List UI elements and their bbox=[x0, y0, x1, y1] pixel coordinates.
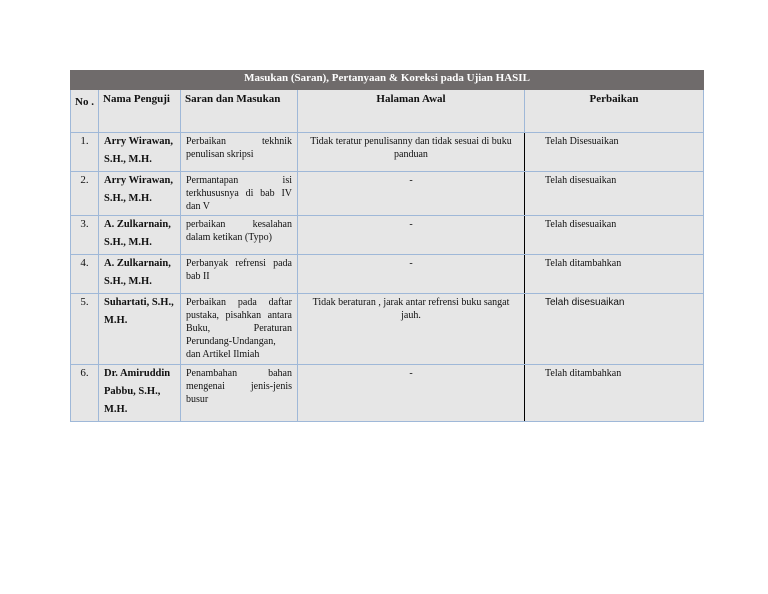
row-no: 6. bbox=[71, 365, 99, 422]
row-saran: Perbaikan tekhnik penulisan skripsi bbox=[181, 133, 298, 172]
row-perbaikan: Telah ditambahkan bbox=[525, 365, 704, 422]
row-no: 3. bbox=[71, 216, 99, 255]
row-perbaikan: Telah disesuaikan bbox=[525, 172, 704, 216]
row-awal: - bbox=[298, 216, 525, 255]
table-row bbox=[71, 216, 704, 255]
header-nama-penguji: Nama Penguji bbox=[99, 90, 181, 133]
table-row bbox=[71, 172, 704, 216]
row-saran: Perbaikan pada daftar pustaka, pisahkan antara Buku, Peraturan Perundang-Undangan, dan Artikel Ilmiah bbox=[181, 294, 298, 365]
row-nama: Arry Wirawan, S.H., M.H. bbox=[99, 133, 181, 172]
corrections-table bbox=[70, 70, 704, 422]
row-no: 4. bbox=[71, 255, 99, 294]
header-saran-masukan: Saran dan Masukan bbox=[181, 90, 298, 133]
row-nama: Dr. Amiruddin Pabbu, S.H., M.H. bbox=[99, 365, 181, 422]
row-awal: - bbox=[298, 255, 525, 294]
header-no: No . bbox=[71, 90, 99, 133]
row-saran: Penambahan bahan mengenai jenis-jenis busur bbox=[181, 365, 298, 422]
row-awal: Tidak beraturan , jarak antar refrensi buku sangat jauh. bbox=[298, 294, 525, 365]
row-saran: Permantapan isi terkhususnya di bab IV dan V bbox=[181, 172, 298, 216]
row-no: 1. bbox=[71, 133, 99, 172]
table-row bbox=[71, 294, 704, 365]
row-no: 2. bbox=[71, 172, 99, 216]
row-nama: Arry Wirawan, S.H., M.H. bbox=[99, 172, 181, 216]
row-awal: Tidak teratur penulisanny dan tidak sesuai di buku panduan bbox=[298, 133, 525, 172]
row-perbaikan: Telah ditambahkan bbox=[525, 255, 704, 294]
header-perbaikan: Perbaikan bbox=[525, 90, 704, 133]
row-awal: - bbox=[298, 172, 525, 216]
table-header-row bbox=[71, 90, 704, 133]
row-perbaikan: Telah disesuaikan bbox=[525, 294, 704, 365]
table-row bbox=[71, 255, 704, 294]
row-saran: perbaikan kesalahan dalam ketikan (Typo) bbox=[181, 216, 298, 255]
row-nama: Suhartati, S.H., M.H. bbox=[99, 294, 181, 365]
table-title: Masukan (Saran), Pertanyaan & Koreksi pada Ujian HASIL bbox=[71, 71, 704, 90]
table-row bbox=[71, 365, 704, 422]
row-perbaikan: Telah disesuaikan bbox=[525, 216, 704, 255]
row-saran: Perbanyak refrensi pada bab II bbox=[181, 255, 298, 294]
header-halaman-awal: Halaman Awal bbox=[298, 90, 525, 133]
row-perbaikan: Telah Disesuaikan bbox=[525, 133, 704, 172]
row-no: 5. bbox=[71, 294, 99, 365]
row-awal: - bbox=[298, 365, 525, 422]
row-nama: A. Zulkarnain, S.H., M.H. bbox=[99, 216, 181, 255]
table-row bbox=[71, 133, 704, 172]
row-nama: A. Zulkarnain, S.H., M.H. bbox=[99, 255, 181, 294]
table-title-row bbox=[71, 71, 704, 90]
